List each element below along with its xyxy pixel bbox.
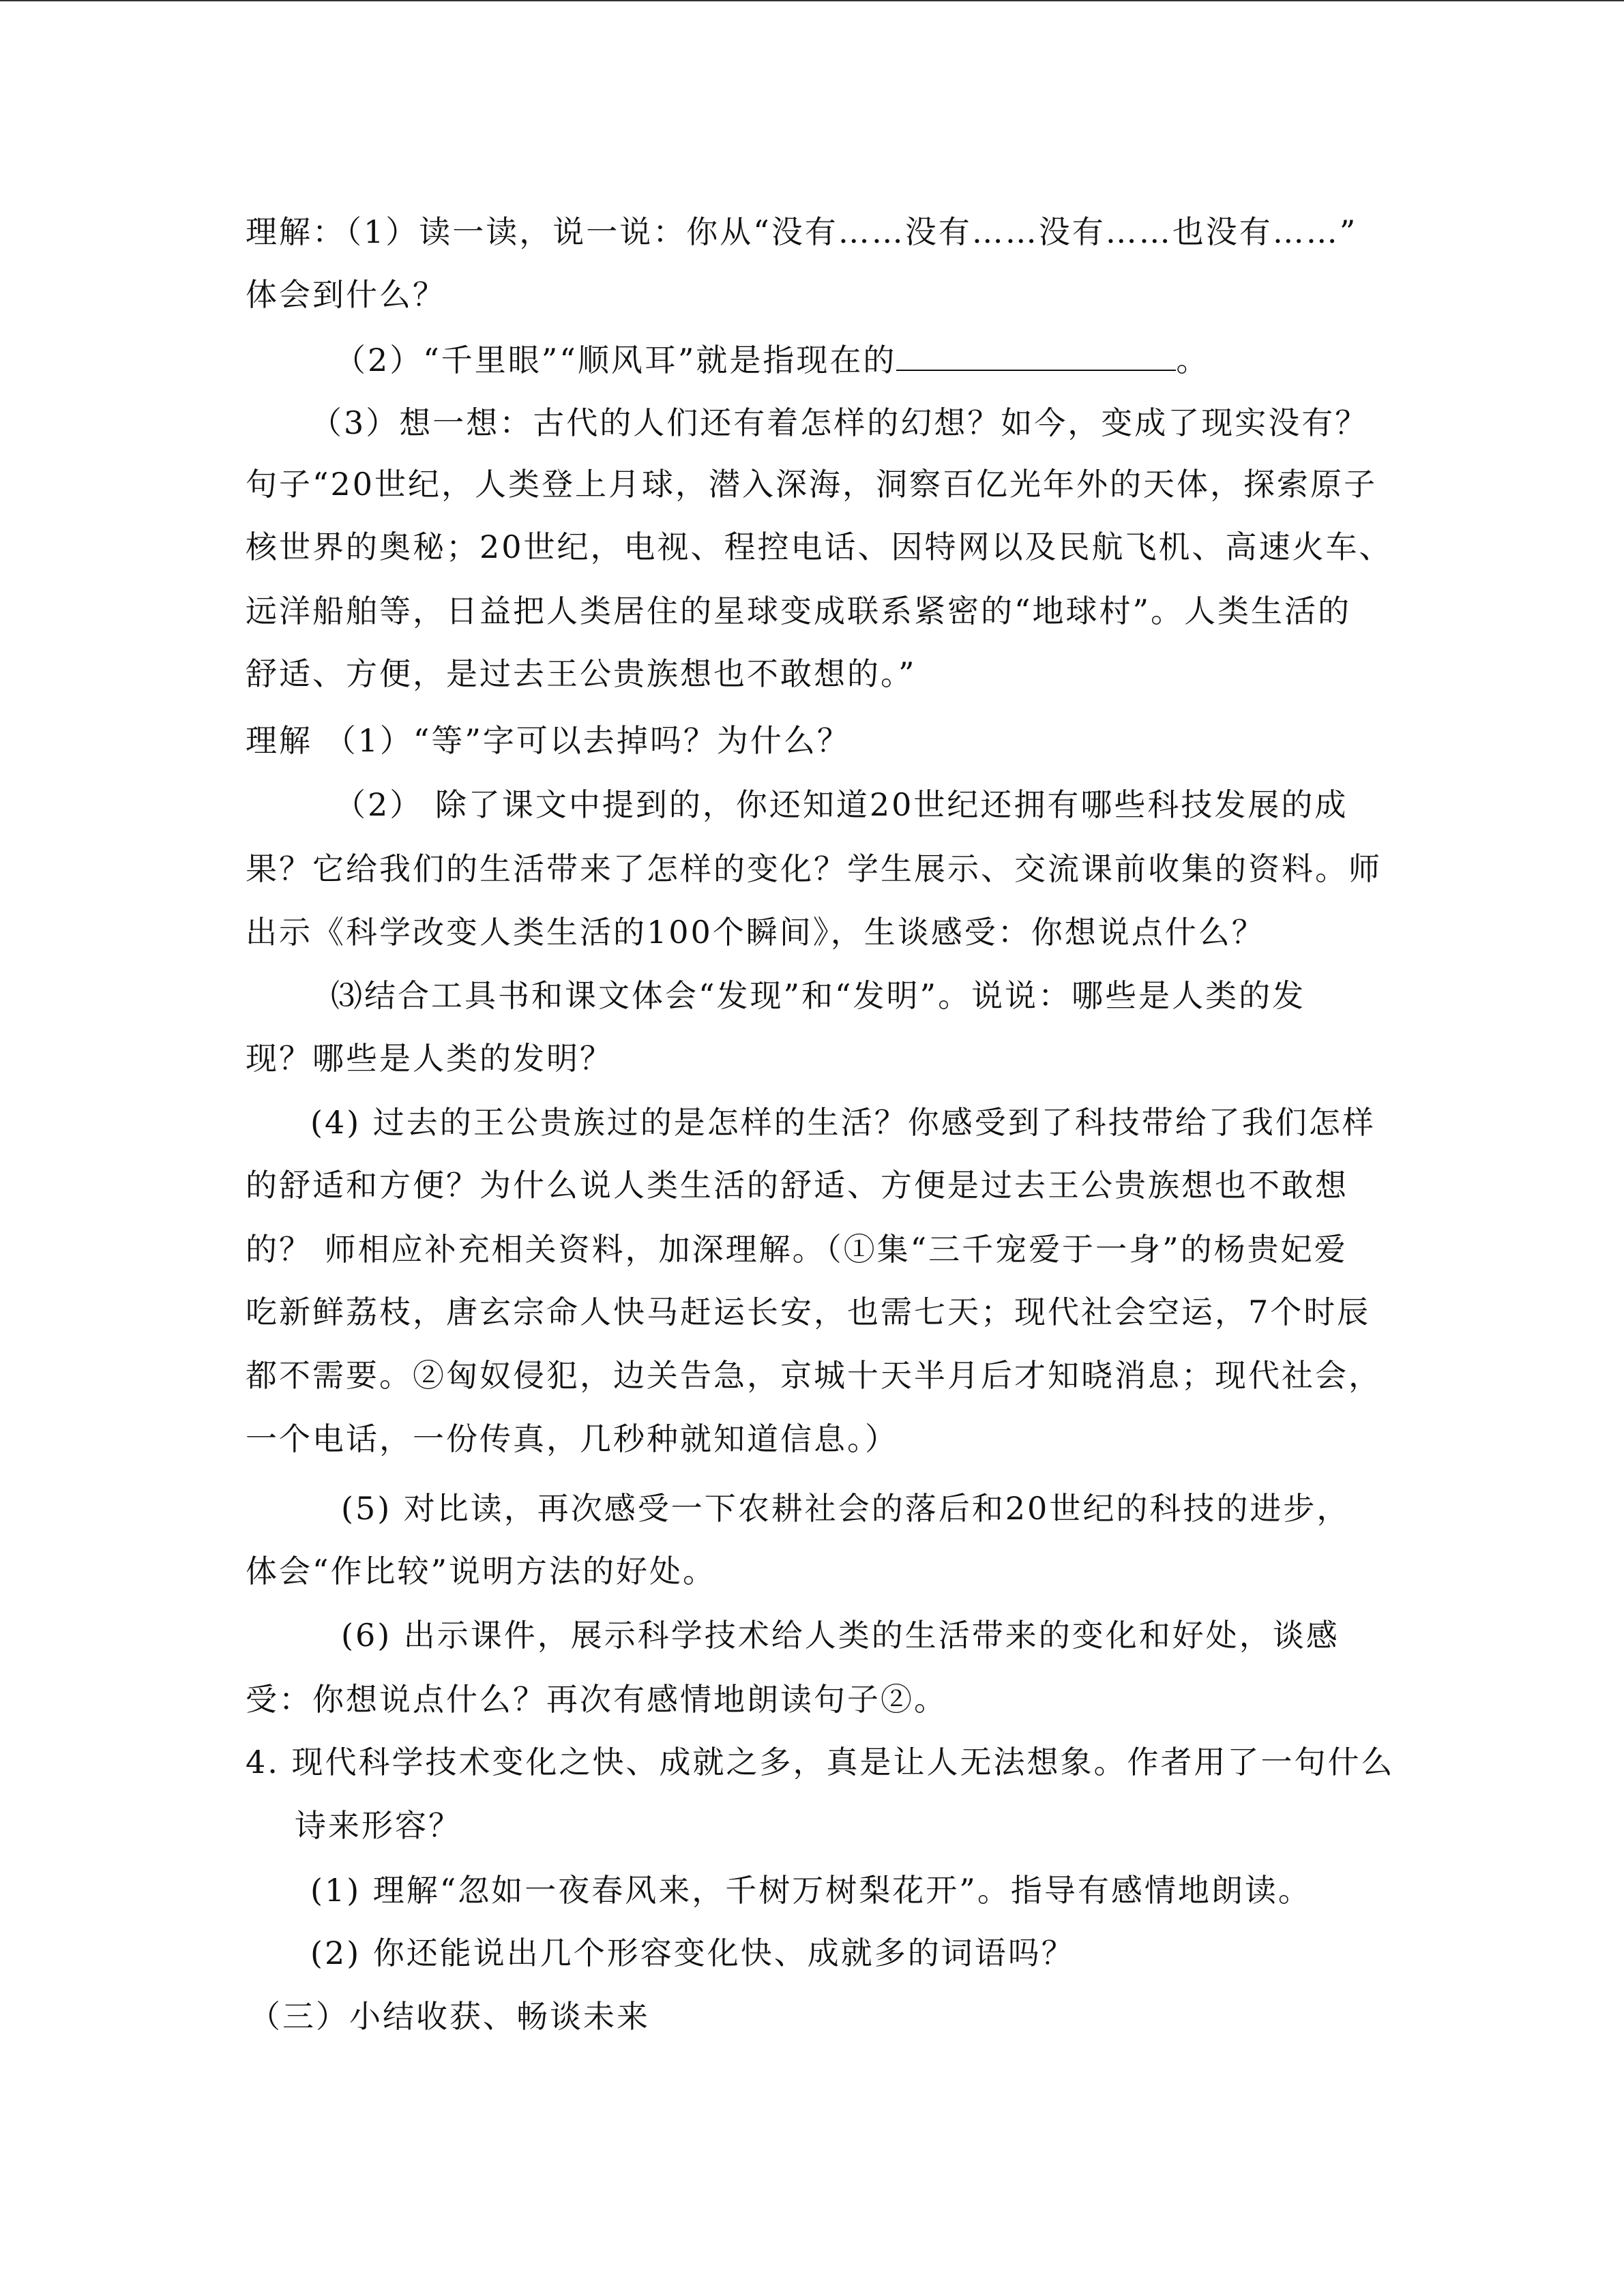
- text-line: (5) 对比读，再次感受一下农耕社会的落后和20世纪的科技的进步，: [341, 1490, 1350, 1527]
- text-line: (1) 理解“忽如一夜春风来，千树万树梨花开”。指导有感情地朗读。: [310, 1872, 1312, 1909]
- text-line: 果？它给我们的生活带来了怎样的变化？学生展示、交流课前收集的资料。师: [246, 850, 1382, 887]
- text-line: （2） 除了课文中提到的，你还知道20世纪还拥有哪些科技发展的成: [334, 786, 1348, 823]
- text-line: (4) 过去的王公贵族过的是怎样的生活？你感受到了科技带给了我们怎样: [310, 1104, 1376, 1141]
- text-line: 一个电话，一份传真，几秒种就知道信息。）: [246, 1420, 898, 1457]
- text-line: 现？哪些是人类的发明？: [246, 1040, 613, 1077]
- text-line: ⑶结合工具书和课文体会“发现”和“发明”。说说：哪些是人类的发: [331, 977, 1306, 1014]
- text-line: 都不需要。②匈奴侵犯，边关告急，京城十天半月后才知晓消息；现代社会，: [246, 1357, 1382, 1394]
- numbered-item: 4. 现代科学技术变化之快、成就之多，真是让人无法想象。作者用了一句什么: [246, 1744, 1395, 1780]
- text-line: 句子“20世纪，人类登上月球，潜入深海，洞察百亿光年外的天体，探索原子: [246, 466, 1378, 503]
- text-line: 的？ 师相应补充相关资料，加深理解。（①集“三千宠爱于一身”的杨贵妃爱: [246, 1231, 1348, 1268]
- text-line: 的舒适和方便？为什么说人类生活的舒适、方便是过去王公贵族想也不敢想: [246, 1167, 1348, 1204]
- section-heading: （三）小结收获、畅谈未来: [249, 1998, 650, 2035]
- text-line: [334, 340, 1209, 381]
- fill-in-question: （2）“千里眼”“顺风耳”就是指现在的: [334, 342, 897, 378]
- text-line: 诗来形容？: [295, 1807, 462, 1844]
- answer-blank: [896, 342, 1176, 371]
- text-line: 理解 （1）“等”字可以去掉吗？为什么？: [246, 722, 851, 759]
- text-line: 吃新鲜荔枝，唐玄宗命人快马赶运长安，也需七天；现代社会空运，7个时辰: [246, 1294, 1371, 1330]
- text-line: （3）想一想：古代的人们还有着怎样的幻想？如今，变成了现实没有？: [310, 404, 1369, 441]
- text-line: (6) 出示课件，展示科学技术给人类的生活带来的变化和好处，谈感: [341, 1617, 1340, 1654]
- text-line: 远洋船舶等，日益把人类居住的星球变成联系紧密的“地球村”。人类生活的: [246, 593, 1352, 629]
- text-line: 舒适、方便，是过去王公贵族想也不敢想的。”: [246, 655, 917, 692]
- text-line: (2) 你还能说出几个形容变化快、成就多的词语吗？: [310, 1935, 1075, 1971]
- text-line: 受：你想说点什么？再次有感情地朗读句子②。: [246, 1681, 947, 1718]
- text-line: 出示《科学改变人类生活的100个瞬间》，生谈感受：你想说点什么？: [246, 914, 1265, 951]
- text-line: 体会到什么？: [246, 276, 446, 313]
- text-line: 体会“作比较”说明方法的好处。: [246, 1553, 717, 1590]
- text-line: 核世界的奥秘；20世纪，电视、程控电话、因特网以及民航飞机、高速火车、: [246, 528, 1393, 565]
- fill-in-end: 。: [1176, 342, 1210, 378]
- text-line: 理解：（1）读一读，说一说：你从“没有……没有……没有……也没有……”: [246, 213, 1358, 250]
